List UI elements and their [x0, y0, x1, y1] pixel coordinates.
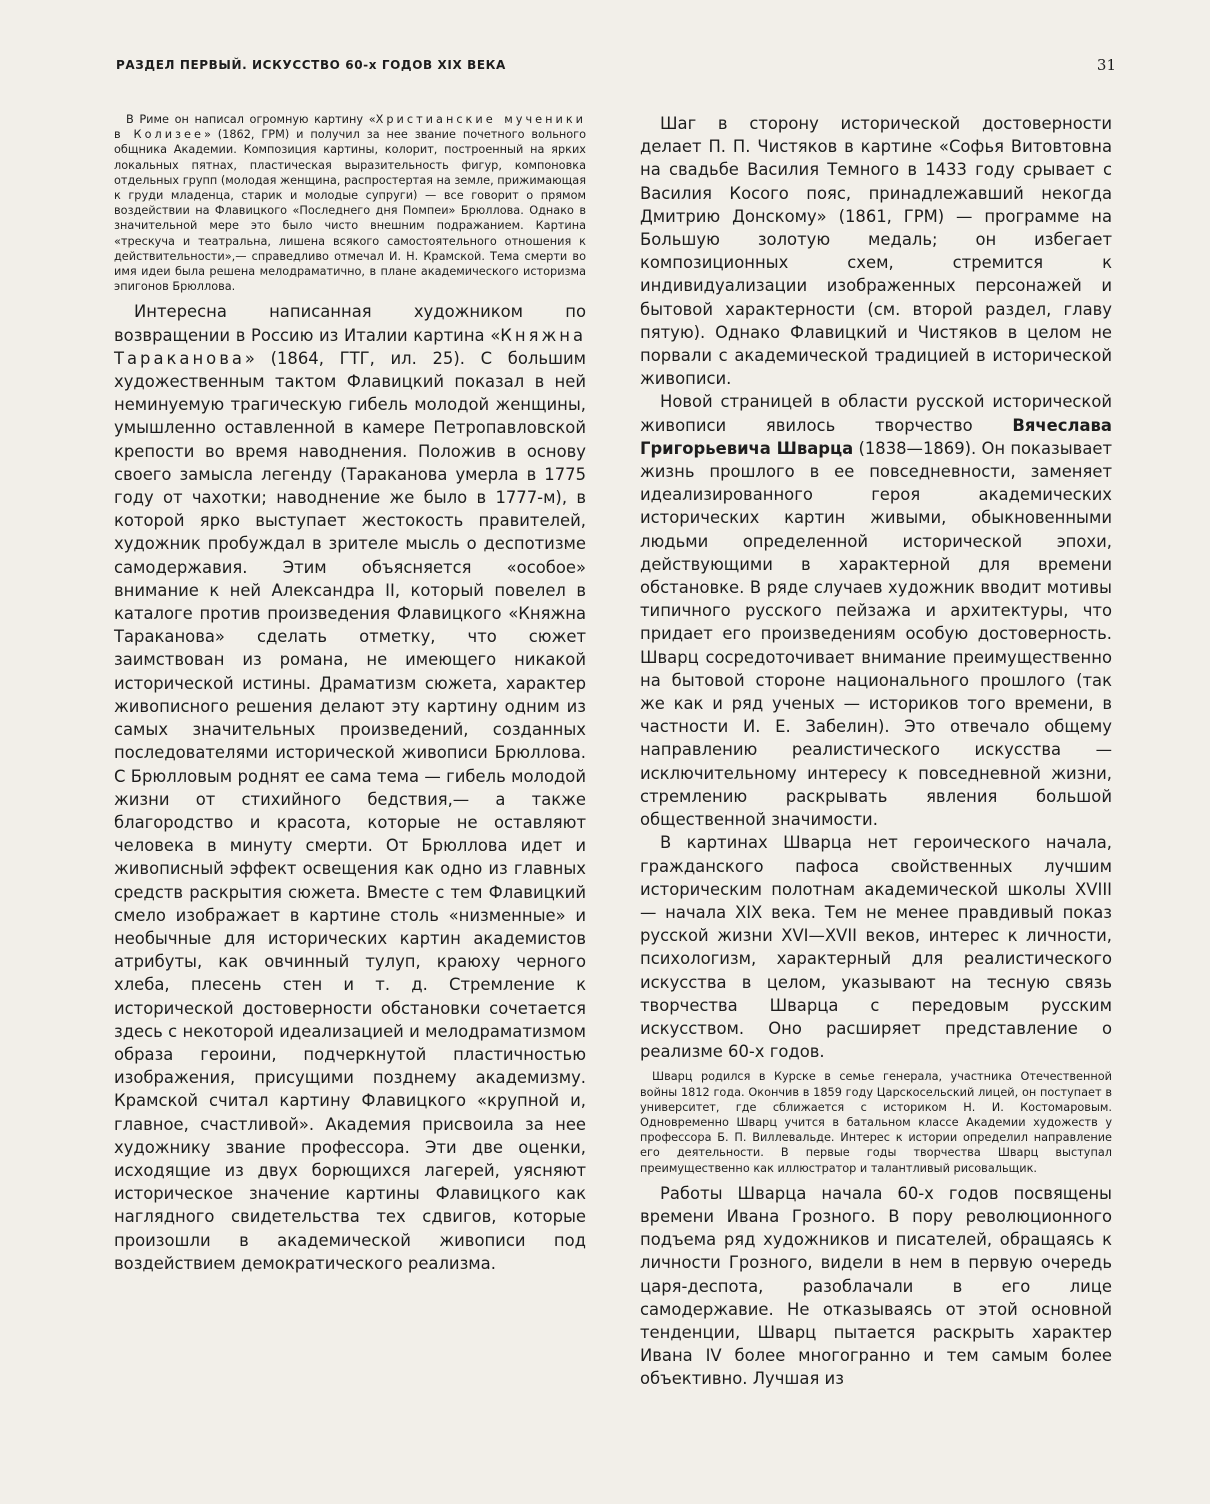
paragraph-small — [114, 112, 586, 294]
paragraph-small: Шварц родился в Курске в семье генерала, участника Отечественной войны 1812 года. Окончив в 1859 году Царскосельский лицей, он поступает в университет, где сближается с историком Н. И. Костомаровым. Одновременно Шварц учится в батальном классе Академии художеств у профессора Б. П. Виллевальде. Интерес к истории определил направление его деятельности. В первые годы творчества Шварц выступал преимущественно как иллюстратор и талантливый рисовальщик. — [640, 1070, 1112, 1175]
text-run: В Риме он написал огромную картину « — [126, 113, 376, 126]
running-title: РАЗДЕЛ ПЕРВЫЙ. ИСКУССТВО 60-х ГОДОВ XIX ВЕКА — [116, 58, 506, 72]
page-number: 31 — [1096, 56, 1116, 74]
artwork-title: Христианские мученики в Колизее — [114, 113, 587, 142]
artwork-title: Княжна Тараканова — [114, 325, 586, 368]
text-run: » (1862, ГРМ) и получил за нее звание почетного вольного общника Академии. Композиция картины, колорит, построенный на ярких локальных пятнах, пластическая выразительность фигур, компоновка отдельных групп (молодая женщина, распростертая на земле, прижимающая к груди младенца, старик и молодые супруги) — все говорит о прямом воздействии на Флавицкого «Последнего дня Помпеи» Брюллова. Однако в значительной мере это было чисто внешним подражанием. Картина «трескуча и театральна, лишена всякого самостоятельного отношения к действительности»,— справедливо отмечал И. Н. Крамской. Тема смерти во имя идеи была решена мелодраматично, в плане академического историзма эпигонов Брюллова. — [114, 128, 586, 294]
artist-name: Вячеслава Григорьевича Шварца — [640, 415, 1112, 458]
paragraph: Работы Шварца начала 60-х годов посвящены времени Ивана Грозного. В пору революционного подъема ряд художников и писателей, обращаясь к личности Грозного, видели в нем в первую очередь царя-деспота, разоблачали в его лице самодержавие. Не отказываясь от этой основной тенденции, Шварц пытается раскрыть характер Ивана IV более многогранно и тем самым более объективно. Лучшая из — [640, 1183, 1112, 1389]
text-run: Новой страницей в области русской исторической живописи явилось творчество — [640, 392, 1112, 435]
paragraph — [114, 300, 586, 1275]
paragraph: В картинах Шварца нет героического начала, гражданского пафоса свойственных лучшим историческим полотнам академической школы XVIII — начала XIX века. Тем не менее правдивый показ русской жизни XVI—XVII веков, интерес к личности, психологизм, характерный для реалистического искусства в целом, указывают на тесную связь творчества Шварца с передовым русским искусством. Оно расширяет представление о реализме 60-х годов. — [640, 833, 1112, 1062]
right-column — [640, 112, 1112, 1391]
text-run: Интересна написанная художником по возвращении в Россию из Италии картина « — [114, 302, 586, 345]
text-run: (1838—1869). Он показывает жизнь прошлого в ее повседневности, заменяет идеализированного героя академических исторических картин живыми, обыкновенными людьми определенной исторической эпохи, действующими в характерной для времени обстановке. В ряде случаев художник вводит мотивы типичного русского пейзажа и архитектуры, что придает его произведениям особую достоверность. Шварц сосредоточивает внимание преимущественно на бытовой стороне национального прошлого (так же как и ряд ученых — историков того времени, в частности И. Е. Забелин). Это отвечало общему направлению реалистического искусства — исключительному интересу к повседневной жизни, стремлению раскрывать явления большой общественной значимости. — [640, 438, 1112, 830]
text-run: » (1864, ГТГ, ил. 25). С большим художественным тактом Флавицкий показал в ней неминуемую трагическую гибель молодой женщины, умышленно оставленной в камере Петропавловской крепости во время наводнения. Положив в основу своего замысла легенду (Тараканова умерла в 1775 году от чахотки; наводнение же было в 1777-м), в которой ярко выступает жестокость правителей, художник пробуждал в зрителе мысль о деспотизме самодержавия. Этим объясняется «особое» внимание к ней Александра II, который повелел в каталоге против произведения Флавицкого «Княжна Тараканова» сделать отметку, что сюжет заимствован из романа, не имеющего никакой исторической истины. Драматизм сюжета, характер живописного решения делают эту картину одним из самых значительных произведений, созданных последователями исторической живописи Брюллова. С Брюлловым роднят ее сама тема — гибель молодой жизни от стихийного бедствия,— а также благородство и красота, которые не оставляют человека в минуту смерти. От Брюллова идет и живописный эффект освещения как одно из главных средств раскрытия сюжета. Вместе с тем Флавицкий смело изображает в картине столь «низменные» и необычные для исторических картин академистов атрибуты, как овчинный тулуп, краюху черного хлеба, плесень стен и т. д. Стремление к исторической достоверности обстановки сочетается здесь с некоторой идеализацией и мелодраматизмом образа героини, подчеркнутой пластичностью изображения, присущими позднему академизму. Крамской считал картину Флавицкого «крупной и, главное, счастливой». Академия присвоила за нее художнику звание профессора. Эти две оценки, исходящие из двух борющихся лагерей, уясняют историческое значение картины Флавицкого как наглядного свидетельства тех сдвигов, которые произошли в академической живописи под воздействием демократического реализма. — [114, 348, 586, 1273]
paragraph — [640, 390, 1112, 831]
page-header — [116, 58, 1116, 82]
paragraph: Шаг в сторону исторической достоверности делает П. П. Чистяков в картине «Софья Витовтовна на свадьбе Василия Темного в 1433 году срывает с Василия Косого пояс, принадлежавший некогда Дмитрию Донскому» (1861, ГРМ) — программе на Большую золотую медаль; он избегает композиционных схем, стремится к индивидуализации изображенных персонажей и бытовой характерности (см. второй раздел, главу пятую). Однако Флавицкий и Чистяков в целом не порвали с академической традицией в исторической живописи. — [640, 114, 1112, 389]
left-column — [114, 112, 586, 1275]
